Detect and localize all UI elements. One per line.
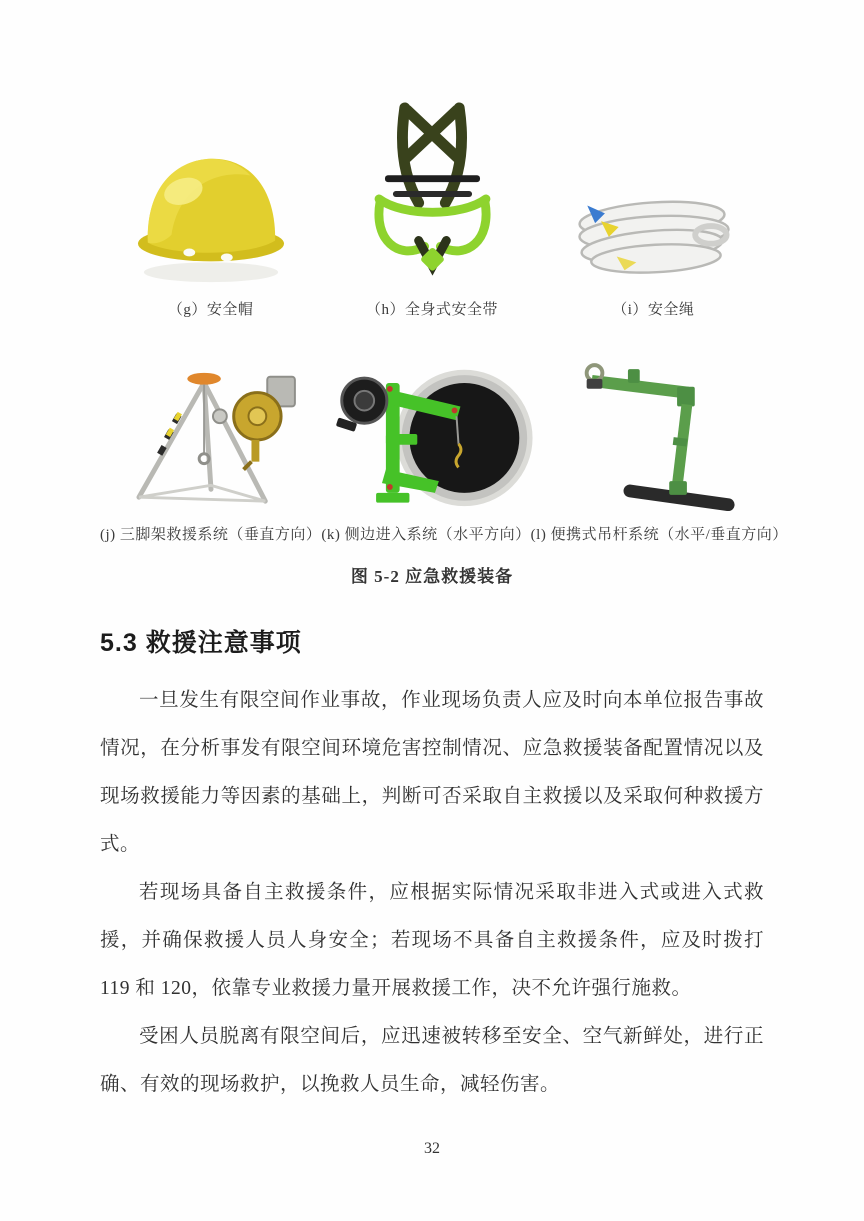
caption-j: (j) 三脚架救援系统（垂直方向）	[100, 527, 322, 543]
caption-h: （h）全身式安全带	[365, 302, 498, 318]
figure-row-2	[100, 333, 764, 511]
section-body	[100, 677, 764, 1109]
winch-detail	[336, 378, 387, 432]
figure-row-2-labels	[100, 515, 788, 544]
figure-item-h	[321, 92, 542, 288]
safety-helmet-icon	[132, 140, 290, 288]
figure-item-k	[321, 333, 542, 511]
side-entry-system-icon	[329, 359, 535, 511]
paragraph-3: 受困人员脱离有限空间后，应迅速被转移至安全、空气新鲜处，进行正确、有效的现场救护，以挽救人员生命，减轻伤害。	[100, 1026, 764, 1095]
caption-g: （g）安全帽	[167, 302, 254, 318]
caption-i: （i）安全绳	[612, 302, 695, 318]
figure-item-g	[100, 92, 321, 288]
portable-davit-system-icon	[567, 351, 739, 511]
page-content	[100, 92, 788, 1109]
caption-k: (k) 侧边进入系统（水平方向）	[321, 527, 531, 543]
figure-caption: 图 5-2 应急救援装备	[350, 567, 514, 586]
figure-row-1	[100, 92, 764, 288]
paragraph-1: 一旦发生有限空间作业事故，作业现场负责人应及时向本单位报告事故情况，在分析事发有限空间环境危害控制情况、应急救援装备配置情况以及现场救援能力等因素的基础上，判断可否采取自主救援以及采取何种救援方式。	[100, 690, 764, 855]
figure-item-l	[543, 333, 764, 511]
tripod-rescue-system-icon	[117, 359, 305, 511]
safety-rope-icon	[565, 178, 741, 282]
paragraph-2: 若现场具备自主救援条件，应根据实际情况采取非进入式或进入式救援，并确保救援人员人身安全；若现场不具备自主救援条件，应及时拨打 119 和 120，依靠专业救援力量开展救援工作，决不允许强行施救。	[100, 882, 764, 999]
caption-l: (l) 便携式吊杆系统（水平/垂直方向）	[530, 527, 788, 543]
figure-item-j	[100, 333, 321, 511]
page-number: 32	[424, 1140, 440, 1157]
section-heading: 5.3 救援注意事项	[100, 629, 302, 657]
full-body-harness-icon	[365, 100, 499, 288]
figure-row-1-labels	[100, 290, 764, 319]
figure-item-i	[543, 92, 764, 288]
